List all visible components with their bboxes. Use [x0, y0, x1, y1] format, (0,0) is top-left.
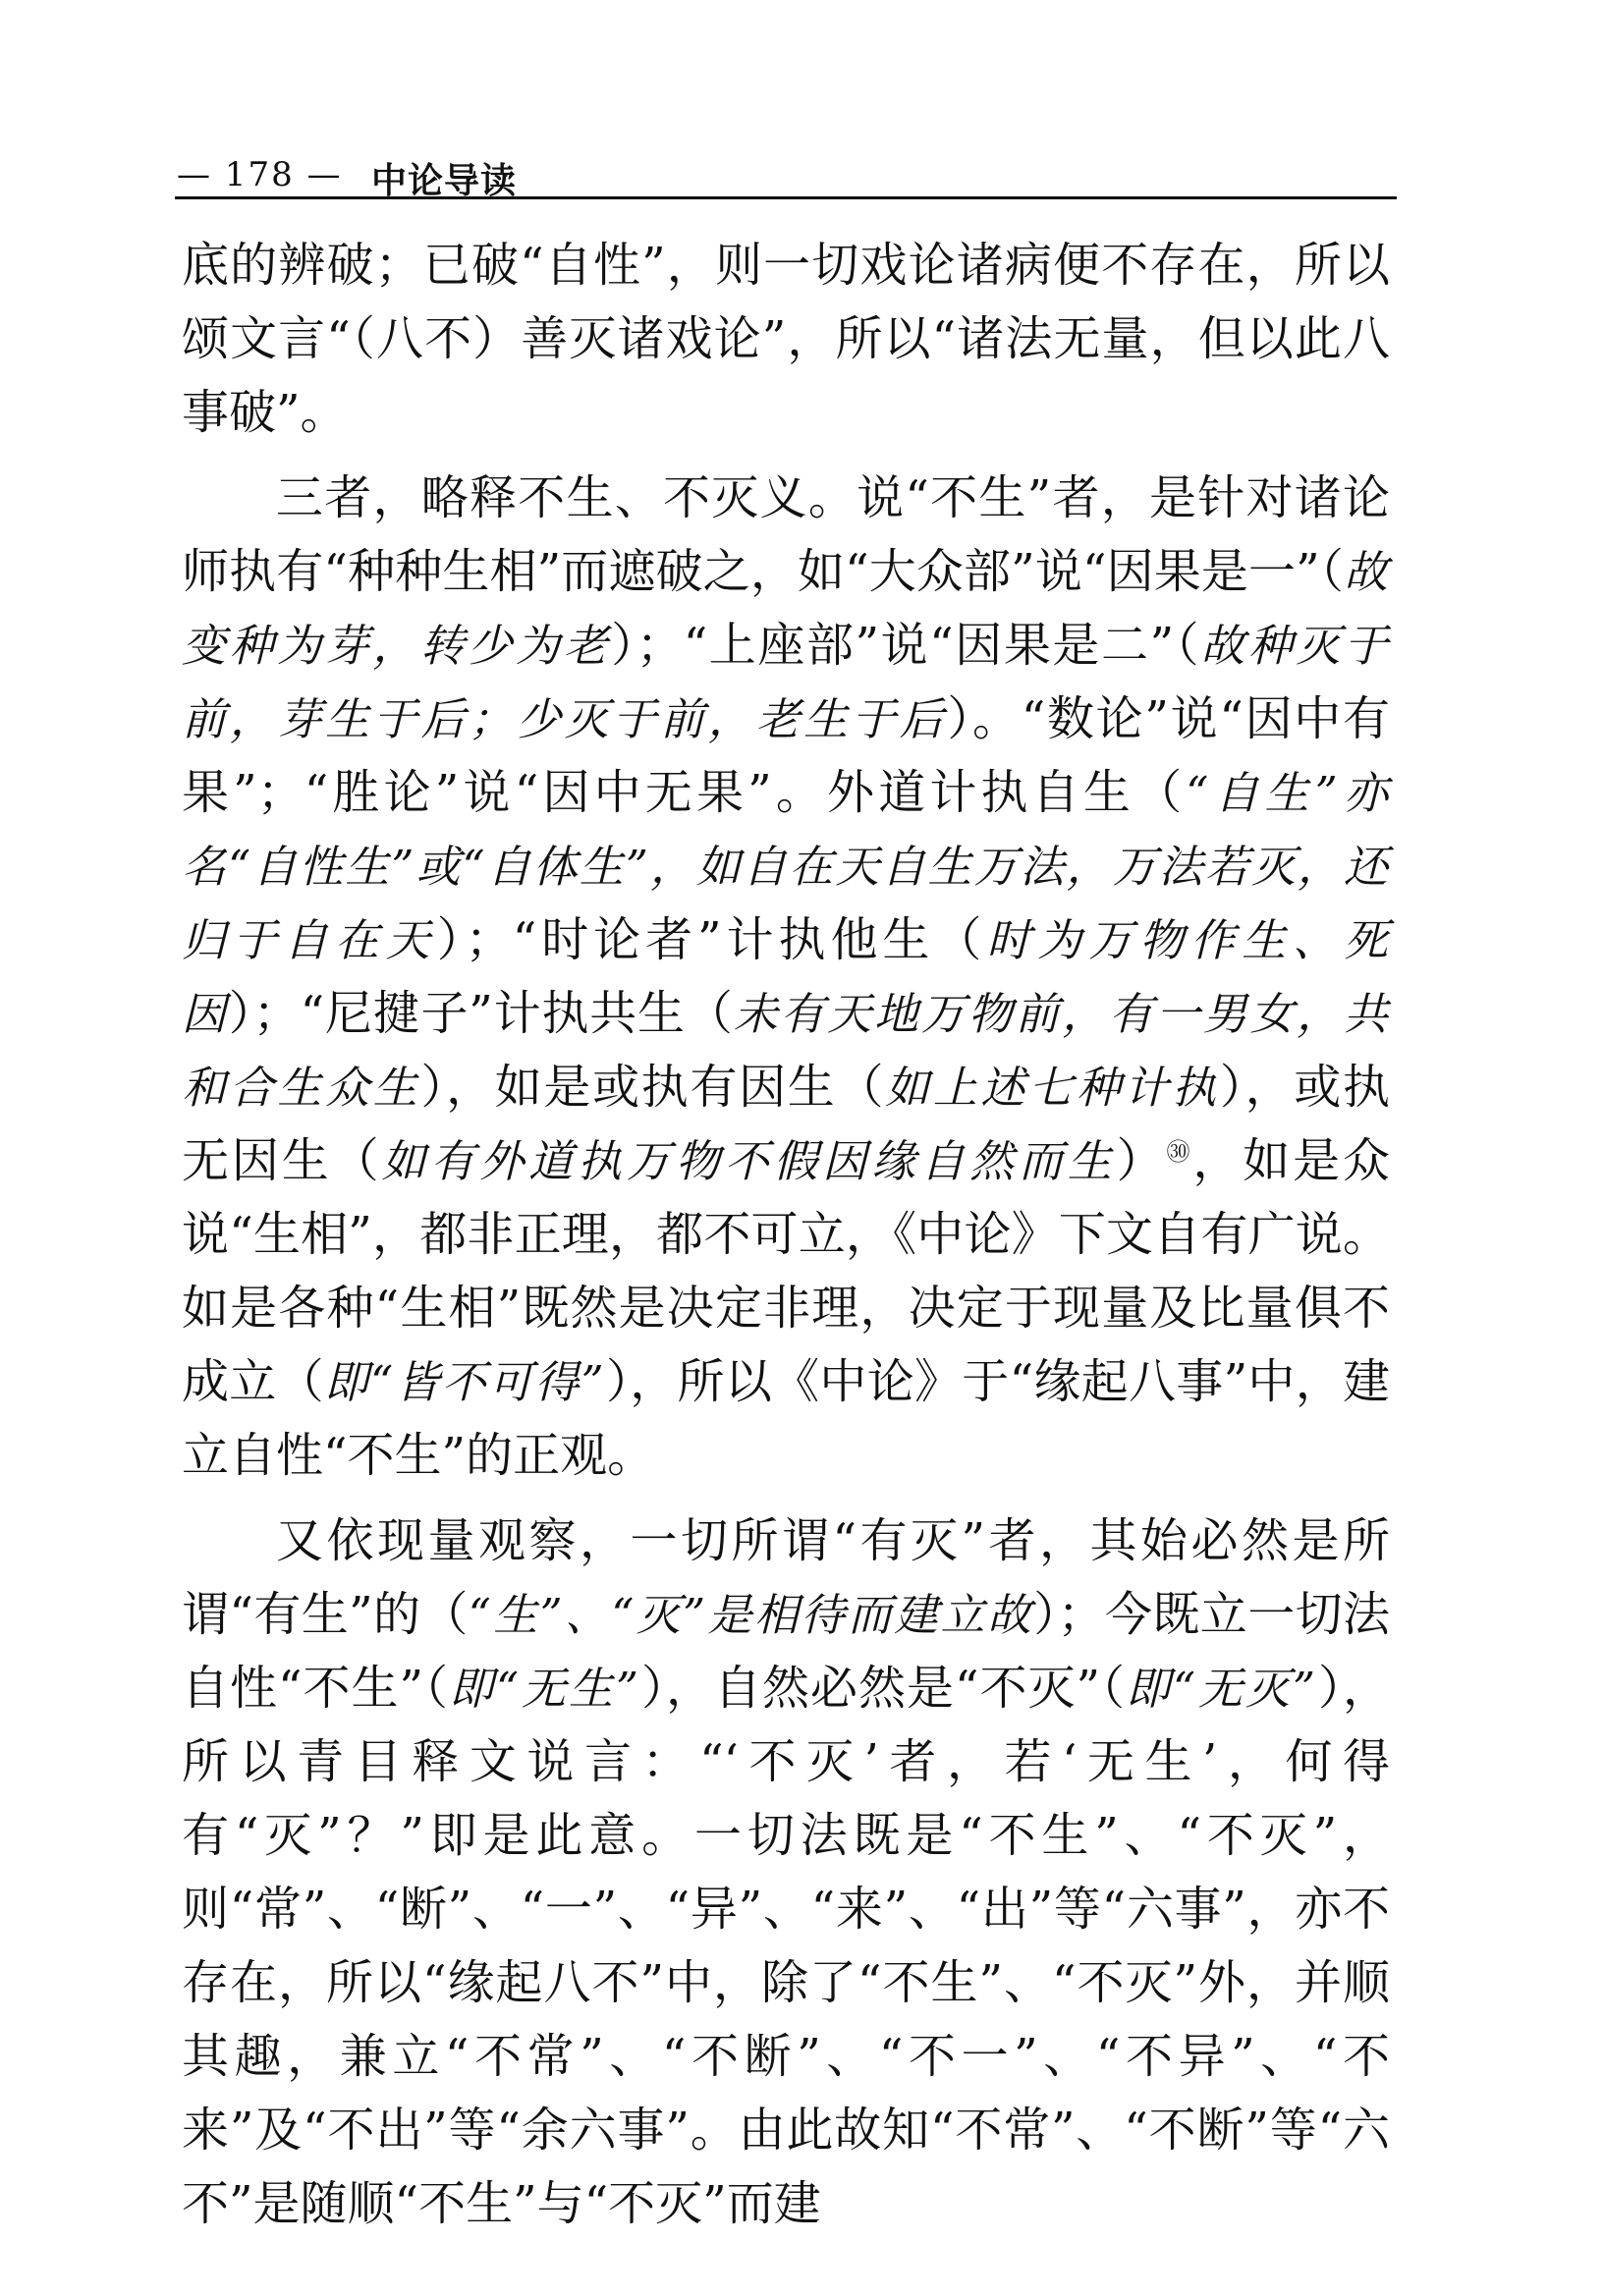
- header-rule: [175, 196, 1397, 199]
- annotation-note: 如有外道执万物不假因缘自然而生: [381, 1135, 1117, 1187]
- annotation-note: 故种灭于前，芽生于后；少灭于前，老生于后: [182, 620, 1390, 745]
- page-number: — 178 —: [177, 155, 343, 194]
- annotation-note: “自生”亦名“自性生”或“自体生”，如自在天自生万法，万法若灭，还归于自在天: [182, 767, 1390, 966]
- paragraph-3: [182, 1504, 1390, 2241]
- annotation-note: “生”、“灭”是相待而建立故: [468, 1589, 1034, 1641]
- paragraph-1-text: 底的辨破；已破“自性”，则一切戏论诸病便不存在，所以颂文言“（八不）善灭诸戏论”，所以“诸法无量，但以此八事破”。: [182, 238, 1390, 440]
- text-segment: ），所以青目释文说言：“‘不灭’者，若‘无生’，何得有“灭”？”即是此意。一切法既是“不生”、“不灭”，则“常”、“断”、“一”、“异”、“来”、“出”等“六事”，亦不存在，所以“缘起八不”中，除了“不生”、“不灭”外，并顺其趣，兼立“不常”、“不断”、“不一”、“不异”、“不来”及“不出”等“余六事”。由此故知“不常”、“不断”等“六不”是随顺“不生”与“不灭”而建: [182, 1661, 1390, 2231]
- body-text: [182, 229, 1390, 2253]
- text-segment: ，如是众说“生相”，都非正理，都不可立，《中论》下文自有广说。如是各种“生相”既然是决定非理，决定于现量及比量俱不成立（: [182, 1133, 1390, 1409]
- annotation-note: 未有天地万物前，有一男女，共和合生众生: [182, 988, 1390, 1114]
- text-segment: ），自然必然是“不灭”（: [640, 1661, 1126, 1716]
- text-segment: ），所以《中论》于“缘起八事”中，建立自性“不生”的正观。: [182, 1354, 1390, 1483]
- text-segment: ）；“时论者”计执他生（: [436, 912, 987, 967]
- text-segment: ），或执无因生（: [182, 1060, 1390, 1188]
- annotation-note: 故变种为芽，转少为老: [182, 546, 1390, 672]
- paragraph-1: [182, 229, 1390, 450]
- running-header: [177, 149, 1395, 208]
- text-segment: ）；“尼揵子”计执共生（: [228, 986, 734, 1041]
- text-segment: ）；今既立一切法自性“不生”（: [182, 1587, 1390, 1716]
- footnote-marker: ㉚: [1166, 1138, 1193, 1166]
- text-segment: ）: [1116, 1133, 1167, 1188]
- text-segment: 三者，略释不生、不灭义。说“不生”者，是针对诸论师执有“种种生相”而遮破之，如“大众部”说“因果是一”（: [182, 470, 1390, 599]
- annotation-note: 如上述七种计执: [885, 1062, 1220, 1114]
- paragraph-2: [182, 462, 1390, 1493]
- annotation-note: 即“无生”: [449, 1663, 641, 1715]
- annotation-note: 即“无灭”: [1126, 1663, 1317, 1715]
- book-title: 中论导读: [371, 161, 518, 201]
- text-segment: 又依现量观察，一切所谓“有灭”者，其始必然是所谓“有生”的（: [182, 1513, 1390, 1642]
- text-segment: ）；“上座部”说“因果是二”（: [611, 618, 1201, 673]
- text-segment: ）。“数论”说“因中有果”；“胜论”说“因中无果”。外道计执自生（: [182, 691, 1390, 820]
- annotation-note: 即“皆不可得”: [323, 1356, 606, 1408]
- text-segment: ），如是或执有因生（: [420, 1060, 886, 1115]
- annotation-note: 时为万物作生、死因: [182, 914, 1390, 1040]
